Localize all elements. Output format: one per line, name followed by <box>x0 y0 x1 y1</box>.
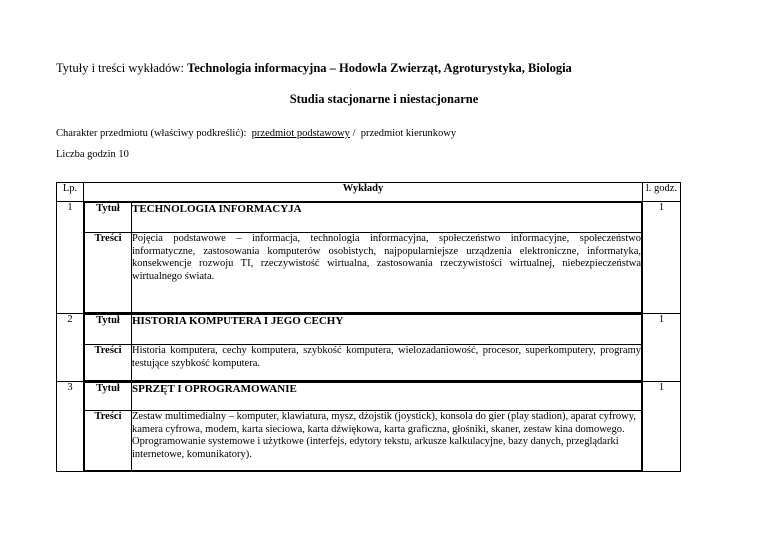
header-hours: l. godz. <box>643 183 681 202</box>
row-lp: 3 <box>57 382 84 472</box>
header-lp: Lp. <box>57 183 84 202</box>
row-title-label: Tytuł <box>85 315 132 345</box>
table-header-row <box>57 183 681 202</box>
row-lp: 2 <box>57 314 84 382</box>
row-description: Pojęcia podstawowe – informacja, technologia informacyjna, społeczeństwo informacyjne, społeczeństwo informatyczne, zastosowania komputerów osobistych, najpopularniejsze urządzenia elektroniczne, informatyka, konsekwencje rozwoju TI, rzeczywistość wirtualna, zastosowania rzeczywistości wirtualnej, niebezpieczeństwa wirtualnego świata. <box>132 233 642 313</box>
row-hours: 1 <box>643 382 681 472</box>
row-content <box>84 314 643 382</box>
row-content <box>84 202 643 314</box>
lectures-table <box>56 182 681 472</box>
course-character-line <box>56 128 456 139</box>
hours-count: Liczba godzin 10 <box>56 149 129 160</box>
row-title: TECHNOLOGIA INFORMACYJA <box>132 203 642 233</box>
table-row <box>57 382 681 472</box>
row-content <box>84 382 643 472</box>
course-character-separator: / <box>352 128 356 139</box>
row-title: SPRZĘT I OPROGRAMOWANIE <box>132 383 642 411</box>
row-title-label: Tytuł <box>85 203 132 233</box>
course-character-label: Charakter przedmiotu (właściwy podkreślić): <box>56 128 247 139</box>
row-title-label: Tytuł <box>85 383 132 411</box>
row-lp: 1 <box>57 202 84 314</box>
row-hours: 1 <box>643 202 681 314</box>
row-hours: 1 <box>643 314 681 382</box>
document-subtitle: Studia stacjonarne i niestacjonarne <box>289 92 479 106</box>
course-character-option-basic: przedmiot podstawowy <box>251 128 350 139</box>
title-prefix: Tytuły i treści wykładów: <box>56 61 184 75</box>
table-row <box>57 202 681 314</box>
row-content-label: Treści <box>85 233 132 313</box>
row-content-label: Treści <box>85 345 132 381</box>
row-description: Historia komputera, cechy komputera, szybkość komputera, wielozadaniowość, procesor, superkomputery, programy testujące szybkość komputera. <box>132 345 642 381</box>
row-content-label: Treści <box>85 411 132 471</box>
row-title: HISTORIA KOMPUTERA I JEGO CECHY <box>132 315 642 345</box>
table-row <box>57 314 681 382</box>
document-title <box>56 61 572 76</box>
row-description: Zestaw multimedialny – komputer, klawiatura, mysz, dżojstik (joystick), konsola do gier (play stadion), aparat cyfrowy, kamera cyfrowa, modem, karta sieciowa, karta dźwiękowa, karta graficzna, głośniki, skaner, zestaw kina domowego. Oprogramowanie systemowe i użytkowe (interfejs, edytory tekstu, arkusze kalkulacyjne, bazy danych, przeglądarki internetowe, komunikatory). <box>132 411 642 471</box>
course-character-option-major: przedmiot kierunkowy <box>360 128 457 139</box>
header-wyklady: Wykłady <box>84 183 643 202</box>
title-subjects: Technologia informacyjna – Hodowla Zwierząt, Agroturystyka, Biologia <box>187 61 572 75</box>
